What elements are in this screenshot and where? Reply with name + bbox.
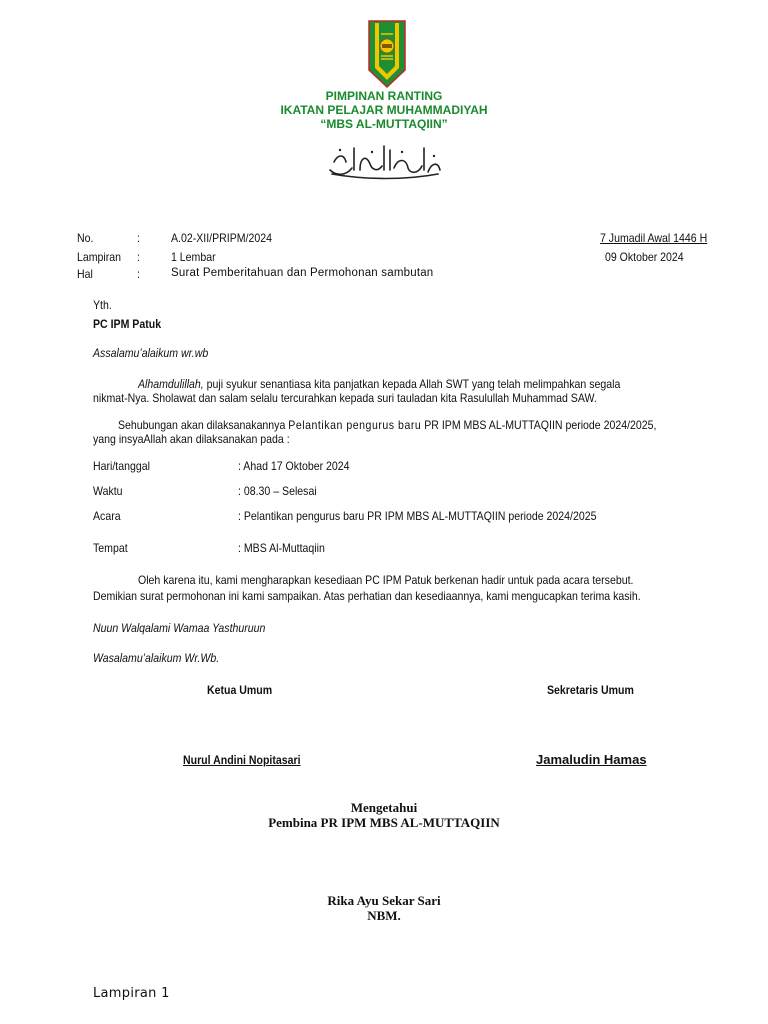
recipient-yth: Yth. [93,298,112,312]
date-hijri: 7 Jumadil Awal 1446 H [600,231,708,245]
detail-label-time: Waktu [93,484,123,498]
mengetahui-label: Mengetahui [350,800,418,815]
footer-lampiran: Lampiran 1 [93,986,170,1001]
header-line-1: PIMPINAN RANTING [325,89,443,103]
detail-value-time: : 08.30 – Selesai [238,484,317,498]
paragraph-2-line-2: yang insyaAllah akan dilaksanakan pada : [93,432,290,446]
detail-value-date: : Ahad 17 Oktober 2024 [238,459,350,473]
paragraph-1-rest: puji syukur senantiasa kita panjatkan kepada Allah SWT yang telah melimpahkan segala [203,377,621,391]
pembina-name: Rika Ayu Sekar Sari [327,893,441,908]
detail-value-event: : Pelantikan pengurus baru PR IPM MBS AL-MUTTAQIIN periode 2024/2025 [238,509,597,523]
no-separator: : [137,231,140,245]
detail-value-place: : MBS Al-Muttaqiin [238,541,325,555]
date-masehi: 09 Oktober 2024 [605,250,684,264]
ipm-shield-logo [368,20,406,88]
basmala-calligraphy [326,140,444,180]
lampiran-value: 1 Lembar [171,250,216,264]
greeting: Assalamu’alaikum wr.wb [93,346,209,360]
pembina-title: Pembina PR IPM MBS AL-MUTTAQIIN [268,815,500,830]
lampiran-label: Lampiran [77,250,122,264]
hal-label: Hal [77,267,93,281]
ketua-name: Nurul Andini Nopitasari [183,753,301,767]
paragraph-3-line-1: Oleh karena itu, kami mengharapkan kesediaan PC IPM Patuk berkenan hadir untuk pada acara tersebut. [138,573,634,587]
paragraph-2-event: Pelantikan pengurus baru [288,418,422,432]
hal-separator: : [137,267,140,281]
pembina-nbm: NBM. [367,908,401,923]
paragraph-1-line-1 [138,377,620,391]
no-label: No. [77,231,94,245]
lampiran-separator: : [137,250,140,264]
detail-label-place: Tempat [93,541,128,555]
sekretaris-name: Jamaludin Hamas [536,752,647,767]
alhamdulillah-text: Alhamdulillah, [138,377,204,391]
detail-label-event: Acara [93,509,121,523]
paragraph-1-line-2: nikmat-Nya. Sholawat dan salam selalu tercurahkan kepada suri tauladan kita Rasulullah Muhammad SAW. [93,391,597,405]
ketua-title: Ketua Umum [207,683,273,697]
detail-label-date: Hari/tanggal [93,459,150,473]
header-line-3: “MBS AL-MUTTAQIIN” [320,117,448,131]
paragraph-2-line-1 [118,418,656,432]
no-value: A.02-XII/PRIPM/2024 [171,231,272,245]
paragraph-2-c: PR IPM MBS AL-MUTTAQIIN periode 2024/2025, [421,418,657,432]
header-line-2: IKATAN PELAJAR MUHAMMADIYAH [280,103,488,117]
paragraph-2-a: Sehubungan akan dilaksanakannya [118,418,289,432]
sekretaris-title: Sekretaris Umum [547,683,634,697]
recipient-name: PC IPM Patuk [93,317,162,331]
closing-phrase: Nuun Walqalami Wamaa Yasthuruun [93,621,266,635]
hal-value: Surat Pemberitahuan dan Permohonan sambutan [171,267,434,279]
paragraph-3-line-2: Demikian surat permohonan ini kami sampaikan. Atas perhatian dan kesediaannya, kami mengucapkan terima kasih. [93,589,641,603]
closing-salam: Wasalamu’alaikum Wr.Wb. [93,651,220,665]
